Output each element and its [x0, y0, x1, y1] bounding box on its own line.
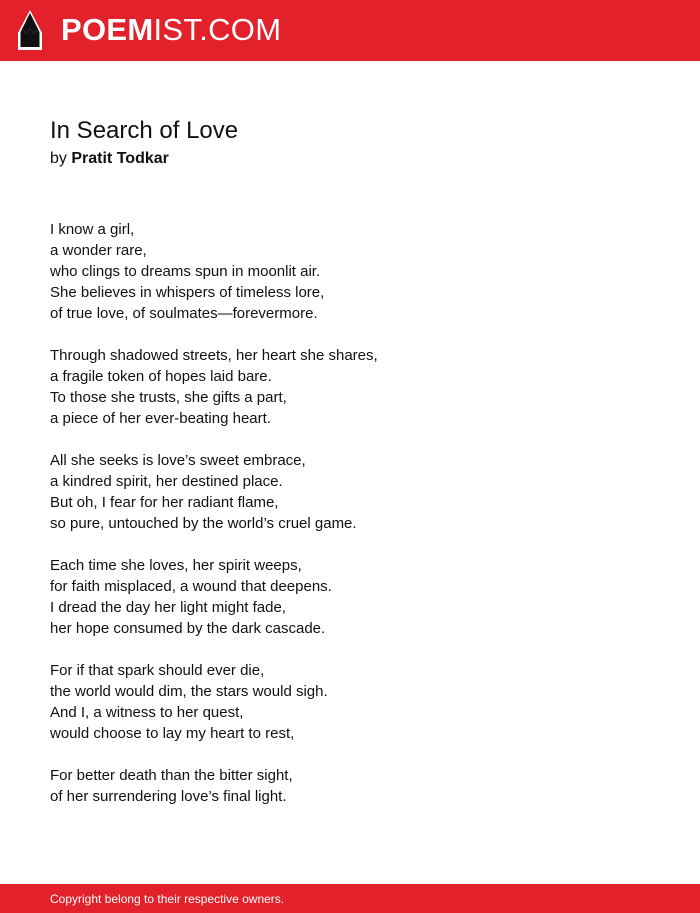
- poem-line: who clings to dreams spun in moonlit air.: [50, 263, 321, 280]
- logo-light-text: IST.COM: [153, 12, 282, 47]
- copyright-notice: Copyright belong to their respective owners.: [50, 892, 285, 906]
- poem-line: She believes in whispers of timeless lore,: [50, 284, 325, 301]
- poem-line: All she seeks is love’s sweet embrace,: [50, 452, 306, 469]
- poem-line: a wonder rare,: [50, 242, 147, 259]
- stanza: [50, 765, 650, 807]
- stanza: [50, 555, 650, 639]
- poem-title: In Search of Love: [50, 117, 239, 144]
- site-footer: [0, 884, 700, 913]
- poem-line: But oh, I fear for her radiant flame,: [50, 494, 279, 511]
- site-logo[interactable]: [61, 12, 281, 48]
- stanza: [50, 450, 650, 534]
- stanza: [50, 660, 650, 744]
- stanza: [50, 219, 650, 324]
- poem-line: And I, a witness to her quest,: [50, 704, 244, 721]
- poem-line: for faith misplaced, a wound that deepens.: [50, 578, 332, 595]
- poem-line: To those she trusts, she gifts a part,: [50, 389, 287, 406]
- poem-line: of her surrendering love’s final light.: [50, 788, 287, 805]
- stanza: [50, 345, 650, 429]
- poem-line: so pure, untouched by the world’s cruel game.: [50, 515, 357, 532]
- pencil-tip-icon[interactable]: [17, 9, 43, 51]
- logo-bold-text: POEM: [61, 12, 154, 47]
- poem-line: a piece of her ever-beating heart.: [50, 410, 271, 427]
- poem-line: For if that spark should ever die,: [50, 662, 265, 679]
- poem-line: I dread the day her light might fade,: [50, 599, 286, 616]
- poem-body: [50, 219, 650, 828]
- poem-line: I know a girl,: [50, 221, 135, 238]
- poem-author: Pratit Todkar: [71, 150, 169, 167]
- poem-line: a fragile token of hopes laid bare.: [50, 368, 272, 385]
- poem-line: would choose to lay my heart to rest,: [50, 725, 295, 742]
- poem-line: a kindred spirit, her destined place.: [50, 473, 283, 490]
- site-header: [0, 0, 700, 61]
- poem-line: of true love, of soulmates—forevermore.: [50, 305, 318, 322]
- poem-byline: [50, 148, 169, 170]
- by-label: by: [50, 150, 67, 167]
- poem-line: Through shadowed streets, her heart she shares,: [50, 347, 378, 364]
- poem-line: her hope consumed by the dark cascade.: [50, 620, 326, 637]
- poem-line: the world would dim, the stars would sigh.: [50, 683, 328, 700]
- poem-line: For better death than the bitter sight,: [50, 767, 293, 784]
- poem-line: Each time she loves, her spirit weeps,: [50, 557, 302, 574]
